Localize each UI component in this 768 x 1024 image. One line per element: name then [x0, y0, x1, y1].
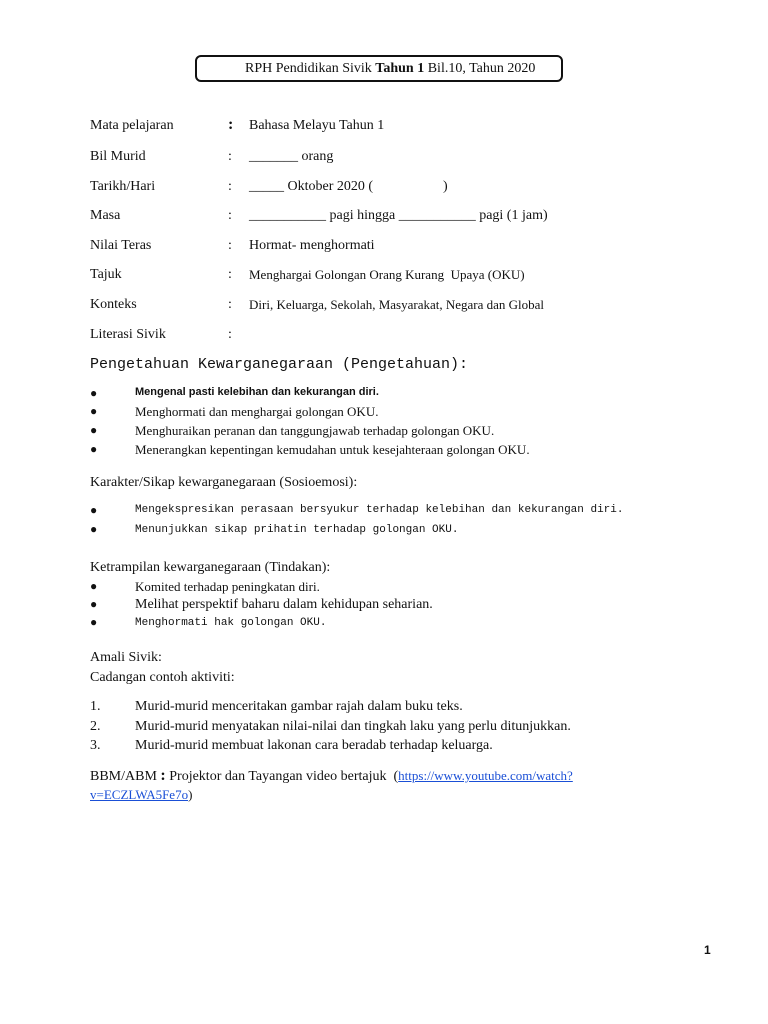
bullet-icon: ● [90, 503, 98, 517]
amali-item-number: 1. [90, 699, 101, 714]
bullet-icon: ● [90, 597, 98, 611]
pengetahuan-heading: Pengetahuan Kewarganegaraan (Pengetahuan): [90, 356, 469, 373]
karakter-heading: Karakter/Sikap kewarganegaraan (Sosioemosi): [90, 475, 358, 490]
amali-heading: Amali Sivik: [90, 650, 162, 665]
document-title: RPH Pendidikan Sivik Tahun 1 Bil.10, Tahun 2020 [245, 61, 536, 76]
amali-item: Murid-murid menceritakan gambar rajah dalam buku teks. [135, 699, 463, 714]
title-box [195, 55, 563, 82]
pengetahuan-item: Menghuraikan peranan dan tanggungjawab terhadap golongan OKU. [135, 423, 495, 438]
karakter-item: Menunjukkan sikap prihatin terhadap golongan OKU. [135, 524, 459, 536]
bullet-icon: ● [90, 442, 98, 456]
video-link-cont[interactable]: v=ECZLWA5Fe7o [90, 787, 189, 802]
bullet-icon: ● [90, 404, 98, 418]
ketrampilan-heading: Ketrampilan kewarganegaraan (Tindakan): [90, 560, 331, 575]
pengetahuan-item: Menerangkan kepentingan kemudahan untuk kesejahteraan golongan OKU. [135, 442, 530, 457]
page-number: 1 [704, 943, 711, 957]
ketrampilan-item: Komited terhadap peningkatan diri. [135, 579, 320, 594]
amali-item: Murid-murid menyatakan nilai-nilai dan tingkah laku yang perlu ditunjukkan. [135, 719, 571, 734]
pengetahuan-item: Mengenal pasti kelebihan dan kekurangan diri. [135, 386, 379, 398]
bullet-icon: ● [90, 386, 98, 400]
bbm-line-2: v=ECZLWA5Fe7o) [90, 787, 193, 802]
bullet-icon: ● [90, 423, 98, 437]
ketrampilan-item: Menghormati hak golongan OKU. [135, 617, 327, 629]
amali-item-number: 2. [90, 719, 101, 734]
bbm-line: BBM/ABM : Projektor dan Tayangan video bertajuk (https://www.youtube.com/watch? [90, 767, 573, 784]
pengetahuan-item: Menghormati dan menghargai golongan OKU. [135, 404, 379, 419]
karakter-item: Mengekspresikan perasaan bersyukur terhadap kelebihan dan kekurangan diri. [135, 504, 624, 516]
amali-subheading: Cadangan contoh aktiviti: [90, 670, 235, 685]
bullet-icon: ● [90, 522, 98, 536]
video-link[interactable]: https://www.youtube.com/watch? [398, 768, 573, 783]
bullet-icon: ● [90, 615, 98, 629]
bullet-icon: ● [90, 579, 98, 593]
amali-item: Murid-murid membuat lakonan cara beradab terhadap keluarga. [135, 738, 493, 753]
amali-item-number: 3. [90, 738, 101, 753]
ketrampilan-item: Melihat perspektif baharu dalam kehidupan seharian. [135, 597, 433, 612]
